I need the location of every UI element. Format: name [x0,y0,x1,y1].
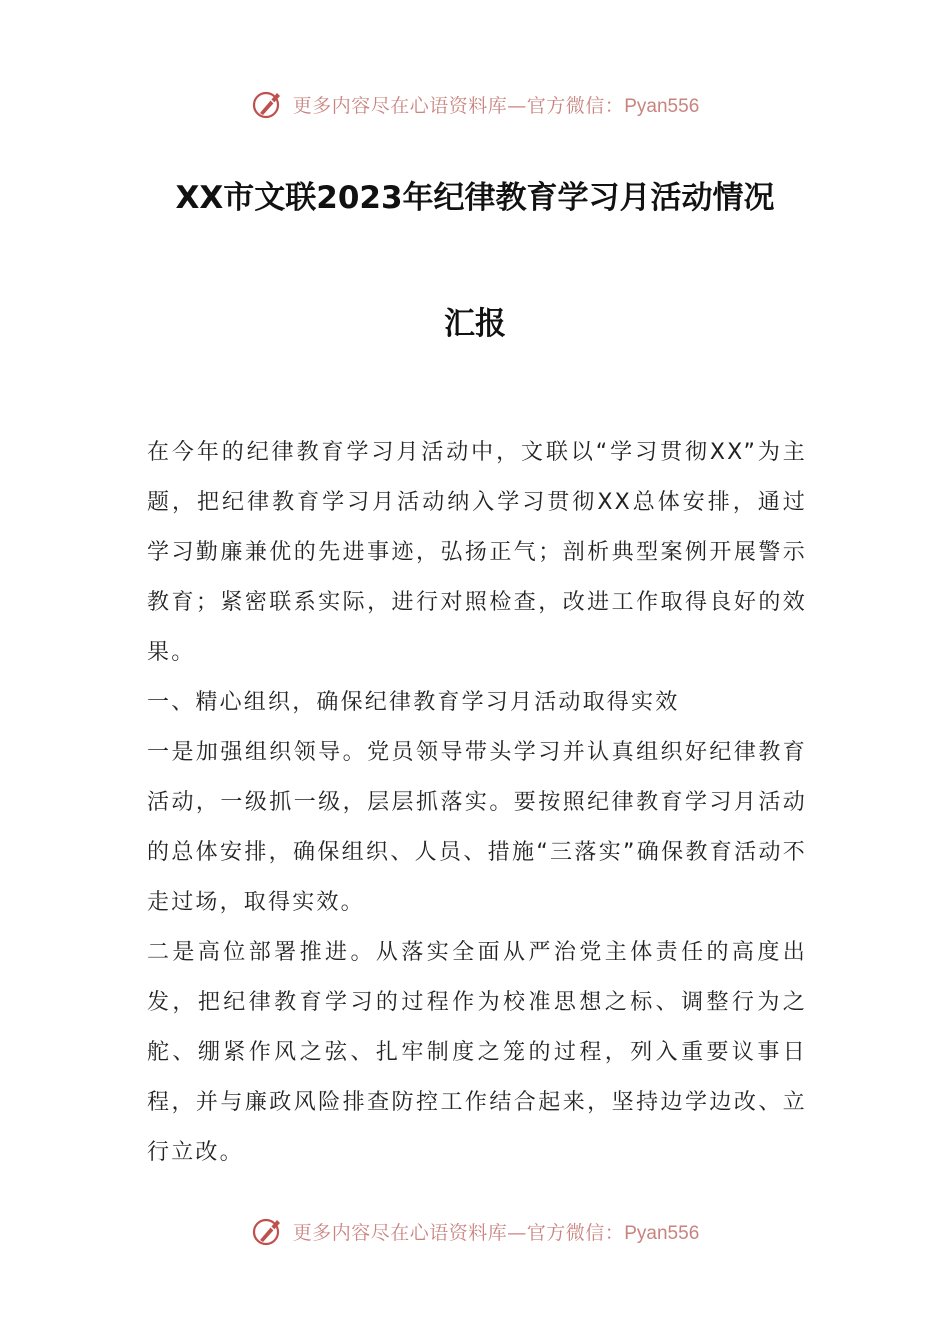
paragraph-point-2: 二是高位部署推进。从落实全面从严治党主体责任的高度出发，把纪律教育学习的过程作为校准思想之标、调整行为之舵、绷紧作风之弦、扎牢制度之笼的过程，列入重要议事日程，并与廉政风险排查防控工作结合起来，坚持边学边改、立行立改。 [147,940,807,1165]
section-heading-1: 一、精心组织，确保纪律教育学习月活动取得实效 [147,690,680,715]
document-body [147,428,807,1178]
watermark-wechat-id: Pyan556 [624,1222,700,1244]
watermark-wechat-id: Pyan556 [624,95,700,117]
document-title-continued: 汇报 [444,306,506,342]
watermark-text: 更多内容尽在心语资料库—官方微信：Pyan556 [292,94,700,117]
quill-circle-icon [251,1214,285,1248]
paragraph-point-1: 一是加强组织领导。党员领导带头学习并认真组织好纪律教育活动，一级抓一级，层层抓落实。要按照纪律教育学习月活动的总体安排，确保组织、人员、措施“三落实”确保教育活动不走过场，取得实效。 [147,740,807,915]
watermark-text: 更多内容尽在心语资料库—官方微信：Pyan556 [292,1221,700,1244]
footer-watermark [0,1211,950,1251]
header-watermark [0,84,950,124]
document-title: XX市文联2023年纪律教育学习月活动情况 [175,180,775,216]
paragraph-intro: 在今年的纪律教育学习月活动中，文联以“学习贯彻XX”为主题，把纪律教育学习月活动纳入学习贯彻XX总体安排，通过学习勤廉兼优的先进事迹，弘扬正气；剖析典型案例开展警示教育；紧密联系实际，进行对照检查，改进工作取得良好的效果。 [147,440,807,665]
quill-circle-icon [251,87,285,121]
